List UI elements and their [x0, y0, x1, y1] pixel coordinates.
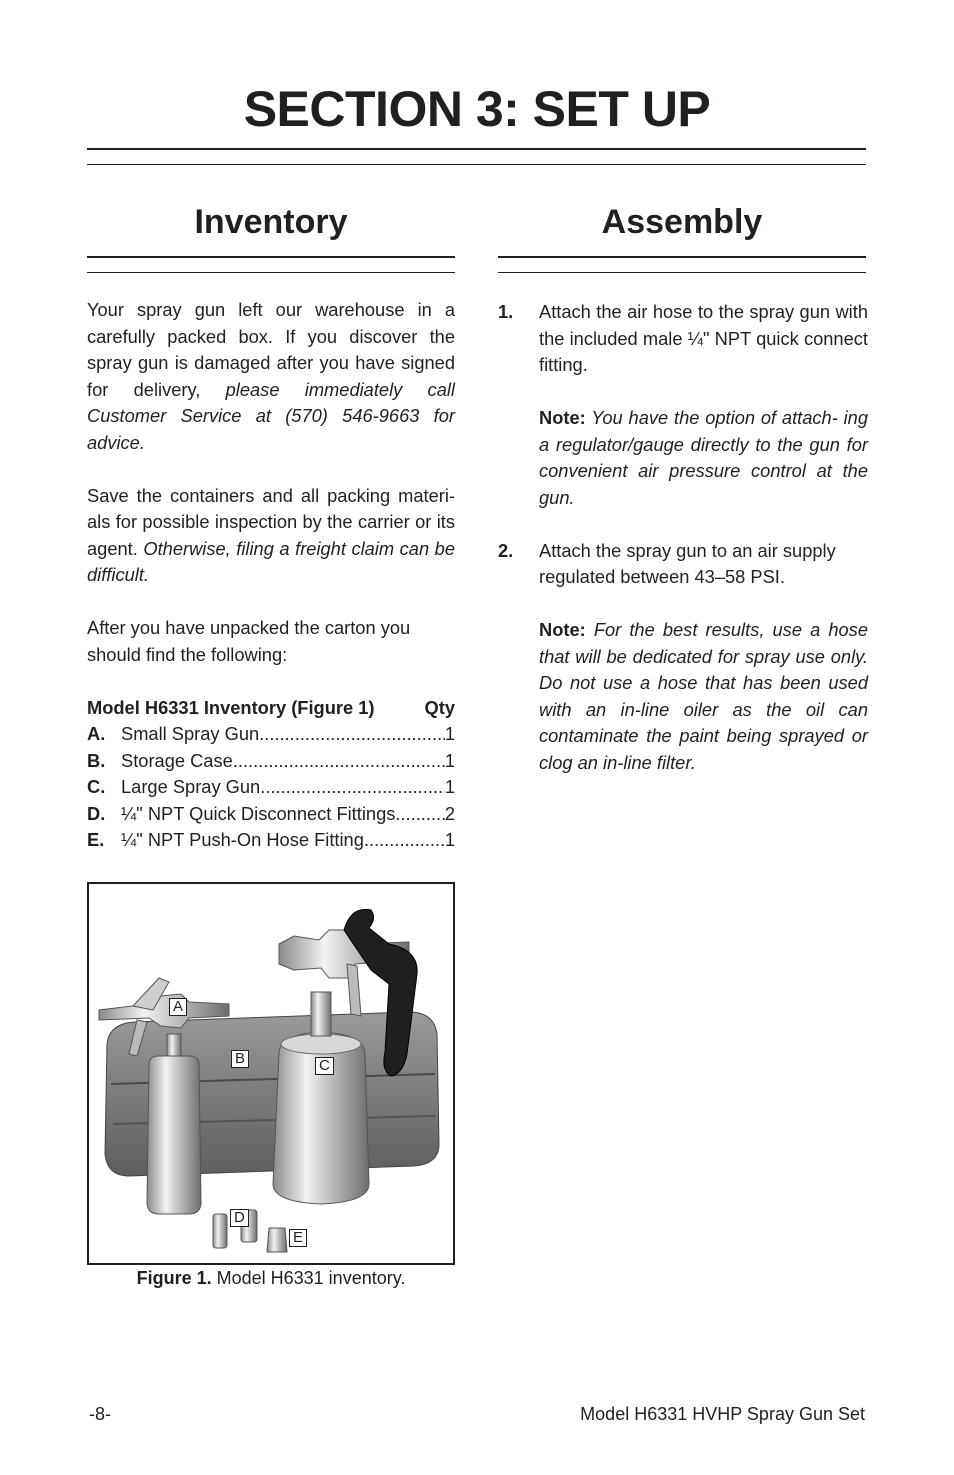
figure-label-d: D — [230, 1209, 249, 1227]
inventory-rule-top — [87, 256, 455, 258]
figure-caption: Figure 1. Model H6331 inventory. — [136, 1268, 406, 1288]
inventory-qty-header: Qty — [424, 696, 455, 718]
step-number: 2. — [498, 539, 514, 561]
inventory-item: C. Large Spray Gun ..... 1 — [87, 774, 455, 801]
step-note: Note: For the best results, use a hose that will be dedicated for spray use only. Do not use a hose that has been used with an in-line oiler as the oil can contaminate the paint being sprayed or clog an in-line filter. — [539, 619, 868, 773]
inventory-item: B. Storage Case ..... 1 — [87, 748, 455, 775]
assembly-rule-top — [498, 256, 866, 258]
figure-inventory-photo — [87, 882, 455, 1265]
inventory-column — [87, 297, 455, 854]
inventory-paragraph-2: Save the containers and all packing materi- als for possible inspection by the carrier or its agent. Otherwise, filing a freight claim can be difficult. — [87, 484, 456, 585]
assembly-heading: Assembly — [601, 203, 763, 241]
inventory-heading: Inventory — [194, 203, 348, 241]
figure-label-e: E — [289, 1229, 307, 1247]
inventory-item: A. Small Spray Gun ..... 1 — [87, 721, 455, 748]
step-number: 1. — [498, 301, 514, 322]
assembly-step-1 — [498, 299, 868, 511]
inventory-item: D. ¼" NPT Quick Disconnect Fittings ..... 2 — [87, 801, 455, 828]
inventory-list-title: Model H6331 Inventory (Figure 1) — [87, 696, 375, 718]
inventory-rule-bottom — [87, 272, 455, 273]
inventory-paragraph-1: Your spray gun left our warehouse in a carefully packed box. If you discover the spray gun is damaged after you have signed for delivery, please immediately call Customer Service at (570) 546-9663 for advice. — [87, 299, 455, 453]
inventory-list-header — [87, 695, 455, 722]
assembly-rule-bottom — [498, 272, 866, 273]
figure-label-a: A — [169, 998, 187, 1016]
step-text: Attach the air hose to the spray gun with the included male ¼" NPT quick connect fitting. — [539, 301, 868, 375]
step-note: Note: You have the option of attach- ing a regulator/gauge directly to the gun for convenient air pressure control at the gun. — [539, 407, 868, 508]
step-text: Attach the spray gun to an air supply regulated between 43–58 PSI. — [539, 539, 836, 587]
footer-model-text: Model H6331 HVHP Spray Gun Set — [580, 1404, 865, 1424]
inventory-item: E. ¼" NPT Push-On Hose Fitting ..... 1 — [87, 827, 455, 854]
figure-label-b: B — [231, 1050, 249, 1068]
inventory-list — [87, 695, 455, 854]
figure-label-c: C — [315, 1057, 334, 1075]
inventory-paragraph-3: After you have unpacked the carton you should find the following: — [87, 617, 411, 665]
page-number: -8- — [89, 1404, 111, 1424]
title-rule-top — [87, 148, 866, 150]
section-title: SECTION 3: SET UP — [243, 81, 711, 137]
assembly-step-2 — [498, 538, 868, 777]
title-rule-bottom — [87, 164, 866, 165]
assembly-column — [498, 299, 868, 776]
spray-gun-set-illustration — [89, 884, 453, 1263]
